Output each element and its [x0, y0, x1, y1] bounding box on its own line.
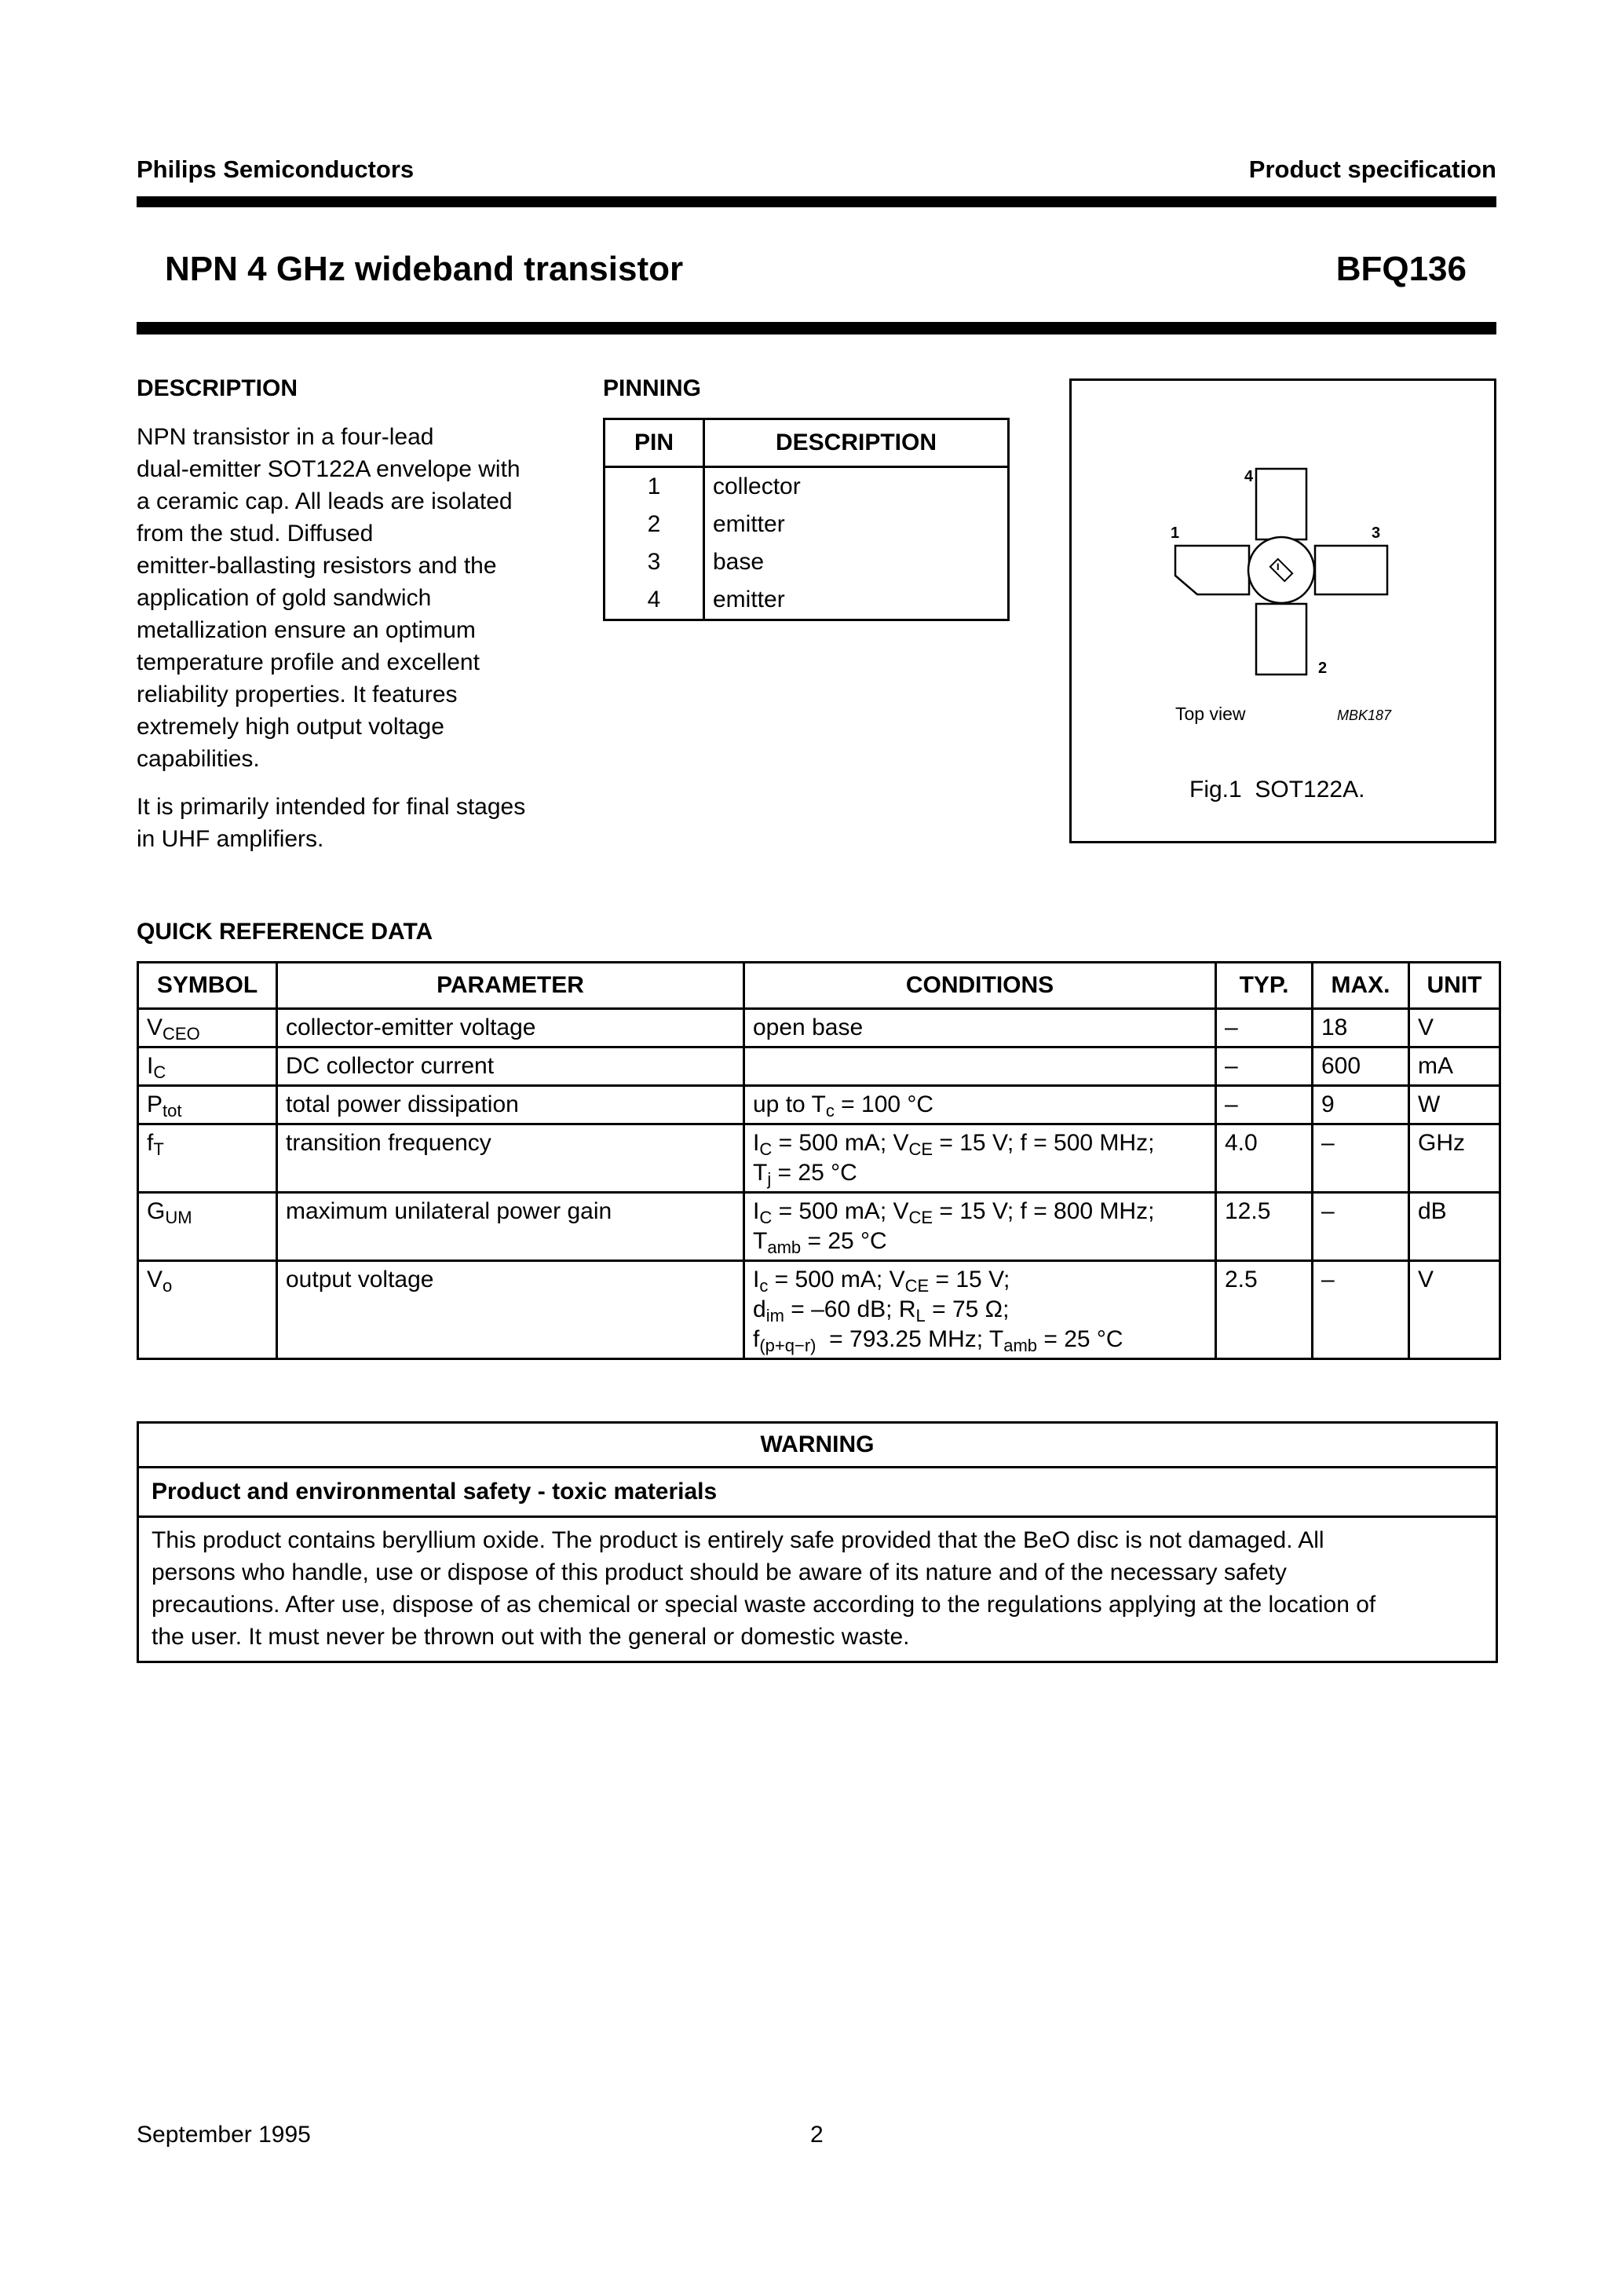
table-row	[605, 581, 1009, 620]
conditions-cell: up to $T_c = 100$ °C	[744, 1086, 1216, 1124]
description-line: emitter-ballasting resistors and the	[137, 553, 497, 579]
parameter-cell: total power dissipation	[277, 1086, 744, 1124]
description-heading: DESCRIPTION	[137, 375, 298, 401]
table-row	[138, 1468, 1497, 1517]
max-cell: –	[1313, 1193, 1409, 1261]
unit-cell: dB	[1409, 1193, 1500, 1261]
title-rule	[137, 322, 1496, 335]
parameter-cell: DC collector current	[277, 1047, 744, 1086]
column-header: TYP.	[1216, 963, 1313, 1009]
unit-cell: mA	[1409, 1047, 1500, 1086]
table-row	[138, 1193, 1500, 1261]
max-cell: 9	[1313, 1086, 1409, 1124]
sot122a-package-diagram	[1072, 381, 1494, 841]
typ-cell: 12.5	[1216, 1193, 1313, 1261]
conditions-cell	[744, 1047, 1216, 1086]
ceramic-cap	[1248, 537, 1314, 603]
parameter-cell: collector-emitter voltage	[277, 1009, 744, 1047]
pin-description: base	[704, 543, 1009, 581]
table-row	[605, 467, 1009, 506]
warning-heading: WARNING	[138, 1423, 1497, 1468]
description-line: application of gold sandwich	[137, 585, 432, 611]
description-line: dual-emitter SOT122A envelope with	[137, 456, 521, 482]
lead-label: 2	[1318, 660, 1328, 677]
lead-1	[1175, 546, 1249, 594]
description-line: It is primarily intended for final stages	[137, 794, 526, 820]
pin-description: emitter	[704, 506, 1009, 543]
typ-cell: –	[1216, 1086, 1313, 1124]
symbol-cell: $P_{tot}$	[138, 1086, 277, 1124]
page-number: 2	[810, 2122, 824, 2148]
description-line: metallization ensure an optimum	[137, 617, 476, 643]
lead-2	[1256, 604, 1306, 675]
pin-number: 2	[605, 506, 704, 543]
description-line: extremely high output voltage	[137, 714, 444, 740]
column-header: CONDITIONS	[744, 963, 1216, 1009]
lead-4	[1256, 469, 1306, 539]
pinning-heading: PINNING	[603, 375, 702, 401]
pin-number: 4	[605, 581, 704, 620]
table-header-row	[138, 963, 1500, 1009]
lead-label: 4	[1244, 468, 1254, 485]
table-row	[138, 1124, 1500, 1193]
column-header: UNIT	[1409, 963, 1500, 1009]
description-line: capabilities.	[137, 746, 260, 772]
pinning-table	[603, 418, 1010, 621]
max-cell: –	[1313, 1124, 1409, 1193]
typ-cell: –	[1216, 1047, 1313, 1086]
description-line: from the stud. Diffused	[137, 521, 374, 547]
max-cell: 18	[1313, 1009, 1409, 1047]
symbol-cell: $I_C$	[138, 1047, 277, 1086]
symbol-cell: $V_o$	[138, 1261, 277, 1359]
quick-reference-heading: QUICK REFERENCE DATA	[137, 919, 433, 945]
table-row	[605, 506, 1009, 543]
warning-subheading: Product and environmental safety - toxic materials	[138, 1468, 1497, 1517]
table-row	[138, 1047, 1500, 1086]
table-row	[138, 1009, 1500, 1047]
table-row	[138, 1423, 1497, 1468]
description-line: in UHF amplifiers.	[137, 826, 324, 852]
warning-line: This product contains beryllium oxide. The product is entirely safe provided that the BeO disc is not damaged. All	[152, 1527, 1324, 1553]
table-row	[138, 1517, 1497, 1662]
typ-cell: –	[1216, 1009, 1313, 1047]
typ-cell: 2.5	[1216, 1261, 1313, 1359]
column-header: DESCRIPTION	[704, 419, 1009, 467]
lead-label: 1	[1171, 525, 1180, 542]
pin-description: emitter	[704, 581, 1009, 620]
figure-code: MBK187	[1337, 707, 1392, 723]
figure-caption: Fig.1 SOT122A.	[1189, 777, 1365, 803]
column-header: MAX.	[1313, 963, 1409, 1009]
max-cell: 600	[1313, 1047, 1409, 1086]
column-header: SYMBOL	[138, 963, 277, 1009]
table-row	[605, 543, 1009, 581]
company-name: Philips Semiconductors	[137, 155, 415, 183]
unit-cell: W	[1409, 1086, 1500, 1124]
symbol-cell: $f_T$	[138, 1124, 277, 1193]
conditions-cell: open base	[744, 1009, 1216, 1047]
pin-description: collector	[704, 467, 1009, 506]
warning-line: persons who handle, use or dispose of this product should be aware of its nature and of the necessary safety	[152, 1559, 1287, 1585]
unit-cell: GHz	[1409, 1124, 1500, 1193]
description-line: temperature profile and excellent	[137, 649, 480, 675]
symbol-cell: $V_{CEO}$	[138, 1009, 277, 1047]
pin-number: 3	[605, 543, 704, 581]
footer-date: September 1995	[137, 2122, 311, 2148]
warning-text	[138, 1517, 1497, 1662]
max-cell: –	[1313, 1261, 1409, 1359]
parameter-cell: transition frequency	[277, 1124, 744, 1193]
document-type: Product specification	[1248, 155, 1496, 183]
description-line: NPN transistor in a four-lead	[137, 424, 434, 450]
table-row	[138, 1086, 1500, 1124]
lead-label: 3	[1372, 525, 1381, 542]
description-text	[137, 421, 576, 855]
pin-number: 1	[605, 467, 704, 506]
quick-reference-table	[137, 961, 1501, 1360]
conditions-cell: $I_c = 500$ mA; $V_{CE} = 15$ V; $d_{im} = -60$ dB; $R_L = 75$ Ω; $f_{(p+q-r)} = 793.25$ MHz; $T_{amb} = 25$ °C	[744, 1261, 1216, 1359]
table-header-row	[605, 419, 1009, 467]
lead-3	[1315, 546, 1387, 594]
figure-box	[1069, 378, 1496, 843]
warning-line: precautions. After use, dispose of as chemical or special waste according to the regulations applying at the location of	[152, 1592, 1376, 1618]
conditions-cell: $I_C = 500$ mA; $V_{CE} = 15$ V; f = 800 MHz; $T_{amb} = 25$ °C	[744, 1193, 1216, 1261]
part-number: BFQ136	[1335, 250, 1467, 288]
parameter-cell: maximum unilateral power gain	[277, 1193, 744, 1261]
table-row	[138, 1261, 1500, 1359]
typ-cell: 4.0	[1216, 1124, 1313, 1193]
header-rule	[137, 196, 1496, 207]
column-header: PIN	[605, 419, 704, 467]
unit-cell: V	[1409, 1009, 1500, 1047]
unit-cell: V	[1409, 1261, 1500, 1359]
column-header: PARAMETER	[277, 963, 744, 1009]
description-line: a ceramic cap. All leads are isolated	[137, 488, 513, 514]
description-line: reliability properties. It features	[137, 682, 458, 707]
product-title: NPN 4 GHz wideband transistor	[165, 250, 684, 288]
top-view-label: Top view	[1175, 704, 1246, 724]
parameter-cell: output voltage	[277, 1261, 744, 1359]
symbol-cell: $G_{UM}$	[138, 1193, 277, 1261]
warning-line: the user. It must never be thrown out with the general or domestic waste.	[152, 1624, 910, 1650]
warning-box	[137, 1421, 1498, 1663]
conditions-cell: $I_C = 500$ mA; $V_{CE} = 15$ V; f = 500 MHz; $T_j = 25$ °C	[744, 1124, 1216, 1193]
